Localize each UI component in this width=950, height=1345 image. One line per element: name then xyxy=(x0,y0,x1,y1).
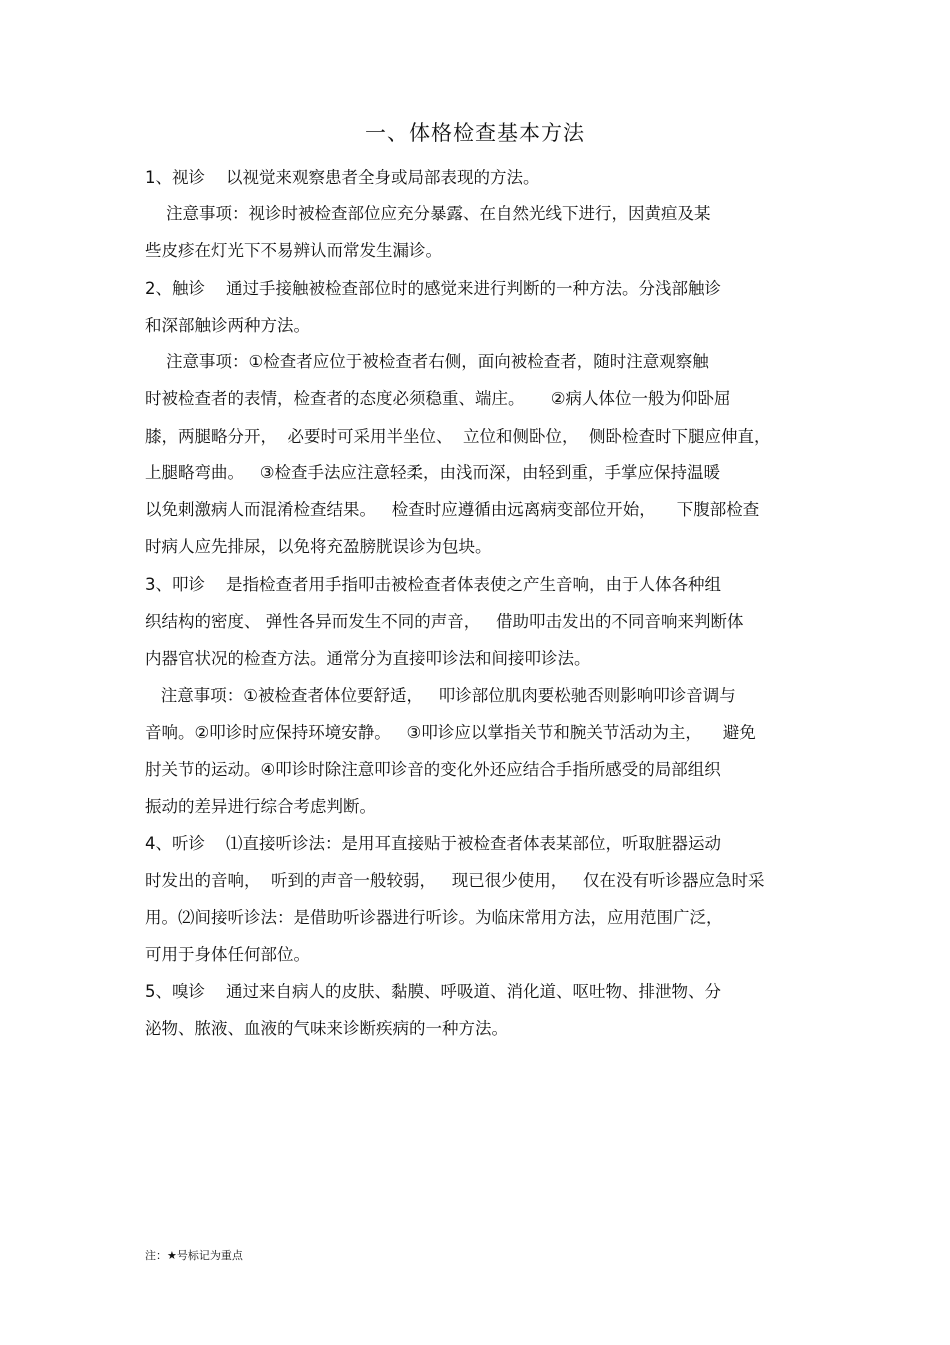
text-line-17: 肘关节的运动。④叩诊时除注意叩诊音的变化外还应结合手指所感受的局部组织 xyxy=(145,760,721,779)
text-line-16: 音响。②叩诊时应保持环境安静。 ③叩诊应以掌指关节和腕关节活动为主， 避免 xyxy=(145,723,756,742)
text-line-22: 可用于身体任何部位。 xyxy=(145,945,310,964)
text-line-2: 注意事项：视诊时被检查部位应充分暴露、在自然光线下进行，因黄疸及某 xyxy=(145,204,711,223)
text-line-11: 时病人应先排尿，以免将充盈膀胱误诊为包块。 xyxy=(145,537,492,556)
text-line-21: 用。⑵间接听诊法：是借助听诊器进行听诊。为临床常用方法，应用范围广泛， xyxy=(145,908,723,927)
text-line-20: 时发出的音响， 听到的声音一般较弱， 现已很少使用， 仅在没有听诊器应急时采 xyxy=(145,871,765,890)
text-line-12: 3、叩诊 是指检查者用手指叩击被检查者体表使之产生音响，由于人体各种组 xyxy=(145,575,721,594)
text-line-19: 4、听诊 ⑴直接听诊法：是用耳直接贴于被检查者体表某部位，听取脏器运动 xyxy=(145,834,721,853)
text-line-24: 泌物、脓液、血液的气味来诊断疾病的一种方法。 xyxy=(145,1019,508,1038)
text-line-6: 注意事项：①检查者应位于被检查者右侧，面向被检查者，随时注意观察触 xyxy=(145,352,709,371)
text-line-4: 2、触诊 通过手接触被检查部位时的感觉来进行判断的一种方法。分浅部触诊 xyxy=(145,279,721,298)
text-line-15: 注意事项：①被检查者体位要舒适， 叩诊部位肌肉要松驰否则影响叩诊音调与 xyxy=(145,686,736,705)
text-line-9: 上腿略弯曲。 ③检查手法应注意轻柔，由浅而深，由轻到重，手掌应保持温暖 xyxy=(145,463,721,482)
text-line-23: 5、嗅诊 通过来自病人的皮肤、黏膜、呼吸道、消化道、呕吐物、排泄物、分 xyxy=(145,982,721,1001)
page-title: 一、体格检查基本方法 xyxy=(365,121,585,145)
footnote: 注：★号标记为重点 xyxy=(145,1249,243,1262)
text-line-13: 织结构的密度、 弹性各异而发生不同的声音， 借助叩击发出的不同音响来判断体 xyxy=(145,612,744,631)
text-line-10: 以免刺激病人而混淆检查结果。 检查时应遵循由远离病变部位开始， 下腹部检查 xyxy=(145,500,760,519)
text-line-7: 时被检查者的表情，检查者的态度必须稳重、端庄。 ②病人体位一般为仰卧屈 xyxy=(145,389,731,408)
text-line-14: 内器官状况的检查方法。通常分为直接叩诊法和间接叩诊法。 xyxy=(145,649,591,668)
text-line-8: 膝，两腿略分开， 必要时可采用半坐位、 立位和侧卧位， 侧卧检查时下腿应伸直， xyxy=(145,427,771,446)
text-line-5: 和深部触诊两种方法。 xyxy=(145,316,310,335)
text-line-1: 1、视诊 以视觉来观察患者全身或局部表现的方法。 xyxy=(145,168,540,187)
text-line-18: 振动的差异进行综合考虑判断。 xyxy=(145,797,376,816)
text-line-3: 些皮疹在灯光下不易辨认而常发生漏诊。 xyxy=(145,241,442,260)
